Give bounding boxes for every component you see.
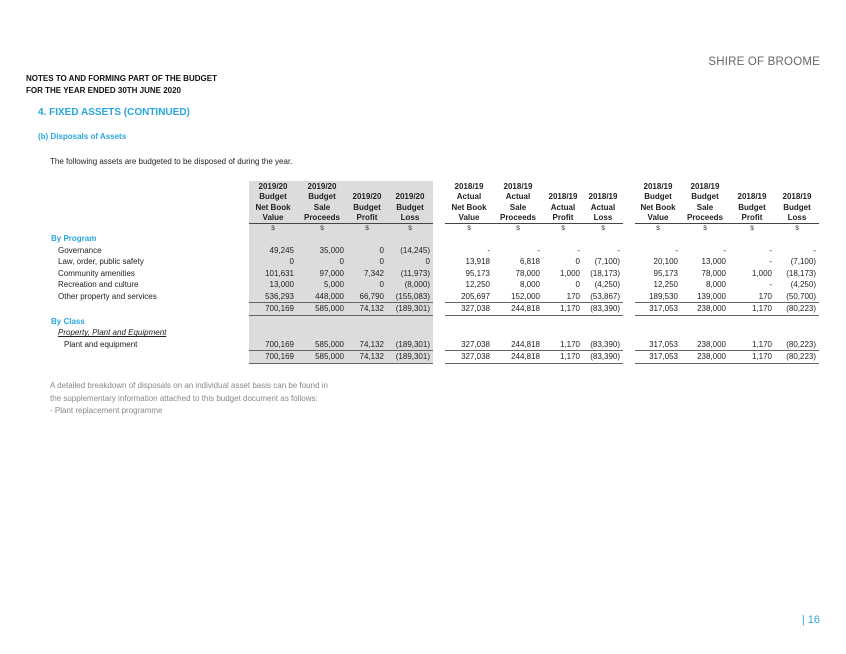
- value-cell: (189,301): [387, 351, 433, 364]
- disposals-table: [48, 181, 819, 364]
- footnote: [50, 380, 328, 418]
- column-header: Budget: [387, 202, 433, 213]
- unit-cell: $: [387, 224, 433, 234]
- table-body: [48, 181, 819, 363]
- column-header: Budget: [297, 192, 347, 203]
- unit-cell: $: [775, 224, 819, 234]
- table-row: [48, 256, 819, 268]
- column-header: 2019/20: [297, 181, 347, 192]
- category-row: [48, 315, 819, 327]
- value-cell: [347, 327, 387, 339]
- header-row: [48, 213, 819, 224]
- value-cell: [635, 233, 681, 245]
- column-gap: [623, 315, 635, 327]
- column-header: Loss: [593, 213, 613, 223]
- column-header: Profit: [347, 213, 387, 224]
- column-header: 2018/19: [454, 181, 484, 191]
- column-header: Budget: [347, 202, 387, 213]
- column-header: Proceeds: [499, 213, 537, 223]
- value-cell: [445, 327, 493, 339]
- column-header: [387, 181, 433, 192]
- column-gap: [623, 192, 635, 203]
- column-header: Budget: [691, 192, 719, 202]
- column-header: [583, 181, 623, 192]
- value-cell: 74,132: [347, 351, 387, 364]
- value-cell: [249, 327, 297, 339]
- value-cell: 244,818: [493, 351, 543, 364]
- column-header: 2018/19: [737, 192, 767, 202]
- value-cell: (50,700): [786, 291, 816, 301]
- value-cell: 0: [575, 257, 580, 267]
- value-cell: 8,000: [705, 280, 726, 290]
- column-gap: [623, 339, 635, 351]
- value-cell: (83,390): [590, 339, 620, 349]
- column-gap: [433, 327, 445, 339]
- value-cell: [387, 315, 433, 327]
- value-cell: 1,170: [559, 339, 580, 349]
- intro-text: The following assets are budgeted to be disposed of during the year.: [50, 157, 293, 166]
- value-cell: 12,250: [653, 280, 678, 290]
- value-cell: [445, 315, 493, 327]
- section-title: 4. FIXED ASSETS (CONTINUED): [38, 107, 190, 118]
- value-cell: [775, 315, 819, 327]
- value-cell: 1,170: [729, 303, 775, 316]
- column-gap: [433, 224, 445, 234]
- value-cell: (7,100): [790, 257, 816, 267]
- value-cell: 74,132: [347, 339, 387, 351]
- row-label: Law, order, public safety: [58, 257, 144, 267]
- value-cell: 95,173: [465, 268, 490, 278]
- value-cell: -: [617, 245, 620, 255]
- notes-heading: [26, 73, 217, 97]
- value-cell: -: [537, 245, 540, 255]
- column-header: Sale: [696, 202, 714, 212]
- column-header: [543, 181, 583, 192]
- value-cell: [347, 315, 387, 327]
- value-cell: 8,000: [519, 280, 540, 290]
- value-cell: (4,250): [594, 280, 620, 290]
- column-gap: [623, 279, 635, 291]
- value-cell: 1,170: [751, 339, 772, 349]
- page-number: | 16: [801, 614, 820, 626]
- column-header: 2018/19: [588, 192, 618, 202]
- column-header: [775, 181, 819, 192]
- value-cell: (80,223): [775, 351, 819, 364]
- row-label: [48, 303, 249, 316]
- value-cell: (53,867): [590, 291, 620, 301]
- column-header: 2019/20: [347, 192, 387, 203]
- value-cell: 244,818: [493, 303, 543, 316]
- value-cell: [583, 327, 623, 339]
- value-cell: 317,053: [635, 303, 681, 316]
- value-cell: [583, 315, 623, 327]
- value-cell: [249, 233, 297, 245]
- value-cell: 0: [347, 279, 387, 291]
- column-gap: [433, 268, 445, 280]
- footnote-line-2: the supplementary information attached to this budget document as follows:: [50, 393, 318, 403]
- column-gap: [433, 181, 445, 192]
- value-cell: 13,000: [249, 279, 297, 291]
- value-cell: 1,170: [729, 351, 775, 364]
- column-header: Budget: [249, 192, 297, 203]
- value-cell: 78,000: [701, 268, 726, 278]
- value-cell: 238,000: [681, 303, 729, 316]
- value-cell: [729, 233, 775, 245]
- value-cell: -: [813, 245, 816, 255]
- row-label: Recreation and culture: [58, 280, 139, 290]
- row-label: Property, Plant and Equipment: [58, 328, 167, 338]
- column-header: 2019/20: [387, 192, 433, 203]
- organisation-name: SHIRE OF BROOME: [708, 56, 820, 68]
- row-label: [48, 351, 249, 364]
- column-gap: [433, 256, 445, 268]
- value-cell: 12,250: [465, 280, 490, 290]
- value-cell: 78,000: [515, 268, 540, 278]
- row-label: Plant and equipment: [64, 340, 138, 349]
- value-cell: (8,000): [387, 279, 433, 291]
- value-cell: 13,918: [465, 257, 490, 267]
- column-header: 2018/19: [503, 181, 533, 191]
- value-cell: 327,038: [461, 339, 490, 349]
- row-label: Governance: [58, 245, 102, 255]
- value-cell: [775, 327, 819, 339]
- value-cell: 0: [387, 256, 433, 268]
- row-label: [48, 181, 249, 192]
- row-label: By Class: [51, 316, 85, 326]
- value-cell: -: [769, 257, 772, 267]
- notes-line-2: FOR THE YEAR ENDED 30TH JUNE 2020: [26, 86, 182, 95]
- value-cell: 585,000: [297, 351, 347, 364]
- column-gap: [623, 233, 635, 245]
- row-label: By Program: [51, 234, 97, 244]
- value-cell: [635, 327, 681, 339]
- column-header: [347, 181, 387, 192]
- header-row: [48, 192, 819, 203]
- column-header: Loss: [787, 213, 807, 223]
- value-cell: 0: [347, 245, 387, 257]
- unit-cell: $: [583, 224, 623, 234]
- column-header: Value: [249, 213, 297, 224]
- value-cell: [543, 233, 583, 245]
- column-gap: [433, 213, 445, 224]
- value-cell: (189,301): [387, 339, 433, 351]
- value-cell: [297, 233, 347, 245]
- column-gap: [623, 245, 635, 257]
- column-header: Net Book: [451, 202, 487, 212]
- row-label: [48, 202, 249, 213]
- column-header: Sale: [509, 202, 527, 212]
- notes-line-1: NOTES TO AND FORMING PART OF THE BUDGET: [26, 74, 217, 83]
- value-cell: 49,245: [249, 245, 297, 257]
- value-cell: 238,000: [697, 339, 726, 349]
- column-header: Loss: [387, 213, 433, 224]
- column-gap: [433, 291, 445, 303]
- value-cell: 6,818: [519, 257, 540, 267]
- table-row: [48, 268, 819, 280]
- value-cell: -: [723, 245, 726, 255]
- column-header: 2019/20: [249, 181, 297, 192]
- column-header: Actual: [550, 202, 576, 212]
- value-cell: 205,697: [461, 291, 490, 301]
- table-row: [48, 279, 819, 291]
- column-header: Budget: [783, 202, 811, 212]
- value-cell: 101,631: [249, 268, 297, 280]
- value-cell: (80,223): [775, 303, 819, 316]
- value-cell: 700,169: [249, 351, 297, 364]
- value-cell: 317,053: [635, 351, 681, 364]
- column-header: Profit: [552, 213, 574, 223]
- subcategory-row: [48, 327, 819, 339]
- value-cell: 170: [758, 291, 772, 301]
- column-gap: [433, 351, 445, 364]
- column-gap: [623, 224, 635, 234]
- value-cell: [681, 315, 729, 327]
- unit-cell: $: [493, 224, 543, 234]
- column-gap: [433, 339, 445, 351]
- value-cell: [729, 315, 775, 327]
- value-cell: 0: [347, 256, 387, 268]
- total-row: [48, 351, 819, 364]
- value-cell: 700,169: [249, 339, 297, 351]
- value-cell: -: [577, 245, 580, 255]
- value-cell: 0: [249, 256, 297, 268]
- value-cell: 317,053: [649, 339, 678, 349]
- value-cell: 585,000: [297, 339, 347, 351]
- column-header: 2018/19: [690, 181, 720, 191]
- value-cell: [681, 233, 729, 245]
- value-cell: [347, 233, 387, 245]
- value-cell: 189,530: [649, 291, 678, 301]
- value-cell: [729, 327, 775, 339]
- unit-cell: $: [543, 224, 583, 234]
- column-gap: [623, 327, 635, 339]
- value-cell: 448,000: [297, 291, 347, 303]
- unit-cell: $: [681, 224, 729, 234]
- column-header: Actual: [505, 192, 531, 202]
- value-cell: 1,170: [543, 351, 583, 364]
- column-header: Sale: [297, 202, 347, 213]
- value-cell: (155,083): [387, 291, 433, 303]
- value-cell: 700,169: [249, 303, 297, 316]
- table-row: [48, 291, 819, 303]
- column-header: Value: [458, 213, 480, 223]
- value-cell: 0: [575, 280, 580, 290]
- value-cell: [493, 327, 543, 339]
- value-cell: [249, 315, 297, 327]
- value-cell: 7,342: [347, 268, 387, 280]
- column-gap: [433, 303, 445, 316]
- column-header: Profit: [741, 213, 763, 223]
- column-gap: [433, 202, 445, 213]
- value-cell: 0: [297, 256, 347, 268]
- column-header: Proceeds: [686, 213, 724, 223]
- row-label: Other property and services: [58, 292, 157, 301]
- column-gap: [433, 279, 445, 291]
- row-label: Community amenities: [58, 268, 135, 278]
- table-row: [48, 339, 819, 351]
- column-gap: [433, 245, 445, 257]
- value-cell: 139,000: [697, 291, 726, 301]
- value-cell: 5,000: [297, 279, 347, 291]
- row-label: [48, 224, 249, 234]
- value-cell: 13,000: [701, 257, 726, 267]
- value-cell: 152,000: [511, 291, 540, 301]
- column-gap: [623, 268, 635, 280]
- value-cell: (14,245): [387, 245, 433, 257]
- footnote-line-3: - Plant replacement programme: [50, 406, 163, 415]
- value-cell: 327,038: [445, 303, 493, 316]
- value-cell: (189,301): [387, 303, 433, 316]
- value-cell: 1,000: [559, 268, 580, 278]
- column-header: 2018/19: [548, 192, 578, 202]
- column-header: Budget: [738, 202, 766, 212]
- value-cell: (83,390): [583, 351, 623, 364]
- column-header: Value: [647, 213, 669, 223]
- value-cell: [583, 233, 623, 245]
- column-gap: [623, 291, 635, 303]
- table-row: [48, 245, 819, 257]
- total-row: [48, 303, 819, 316]
- unit-cell: $: [635, 224, 681, 234]
- value-cell: [493, 315, 543, 327]
- value-cell: [297, 315, 347, 327]
- value-cell: (11,973): [387, 268, 433, 280]
- header-row: [48, 202, 819, 213]
- value-cell: -: [769, 280, 772, 290]
- column-gap: [623, 213, 635, 224]
- column-gap: [623, 303, 635, 316]
- value-cell: 536,293: [249, 291, 297, 303]
- column-gap: [623, 181, 635, 192]
- value-cell: 327,038: [445, 351, 493, 364]
- value-cell: [493, 233, 543, 245]
- column-header: Actual: [590, 202, 616, 212]
- column-header: [729, 181, 775, 192]
- unit-cell: $: [445, 224, 493, 234]
- value-cell: 95,173: [653, 268, 678, 278]
- value-cell: [445, 233, 493, 245]
- column-gap: [623, 256, 635, 268]
- value-cell: 585,000: [297, 303, 347, 316]
- category-row: [48, 233, 819, 245]
- footnote-line-1: A detailed breakdown of disposals on an individual asset basis can be found in: [50, 381, 328, 390]
- value-cell: (18,173): [590, 268, 620, 278]
- value-cell: [775, 233, 819, 245]
- value-cell: (80,223): [786, 339, 816, 349]
- value-cell: 244,818: [511, 339, 540, 349]
- unit-cell: $: [347, 224, 387, 234]
- column-header: Proceeds: [297, 213, 347, 224]
- unit-cell: $: [297, 224, 347, 234]
- section-subtitle: (b) Disposals of Assets: [38, 132, 127, 141]
- unit-cell: $: [249, 224, 297, 234]
- value-cell: [681, 327, 729, 339]
- value-cell: (18,173): [786, 268, 816, 278]
- value-cell: [543, 315, 583, 327]
- value-cell: 1,170: [543, 303, 583, 316]
- column-gap: [433, 315, 445, 327]
- column-header: Actual: [456, 192, 482, 202]
- value-cell: -: [769, 245, 772, 255]
- value-cell: 20,100: [653, 257, 678, 267]
- column-header: Budget: [644, 192, 672, 202]
- row-label: [48, 213, 249, 224]
- value-cell: 74,132: [347, 303, 387, 316]
- column-header: 2018/19: [643, 181, 673, 191]
- value-cell: [543, 327, 583, 339]
- column-gap: [623, 202, 635, 213]
- header-row: [48, 181, 819, 192]
- value-cell: 35,000: [297, 245, 347, 257]
- value-cell: -: [487, 245, 490, 255]
- value-cell: -: [675, 245, 678, 255]
- value-cell: 170: [566, 291, 580, 301]
- column-gap: [433, 192, 445, 203]
- value-cell: 66,790: [347, 291, 387, 303]
- value-cell: [635, 315, 681, 327]
- value-cell: 238,000: [681, 351, 729, 364]
- column-header: Net Book: [249, 202, 297, 213]
- units-row: [48, 224, 819, 234]
- value-cell: (7,100): [594, 257, 620, 267]
- column-gap: [433, 233, 445, 245]
- value-cell: 97,000: [297, 268, 347, 280]
- row-label: [48, 192, 249, 203]
- value-cell: [387, 327, 433, 339]
- column-gap: [623, 351, 635, 364]
- value-cell: [297, 327, 347, 339]
- value-cell: [387, 233, 433, 245]
- unit-cell: $: [729, 224, 775, 234]
- value-cell: (4,250): [790, 280, 816, 290]
- column-header: Net Book: [640, 202, 676, 212]
- value-cell: (83,390): [583, 303, 623, 316]
- column-header: 2018/19: [782, 192, 812, 202]
- value-cell: 1,000: [751, 268, 772, 278]
